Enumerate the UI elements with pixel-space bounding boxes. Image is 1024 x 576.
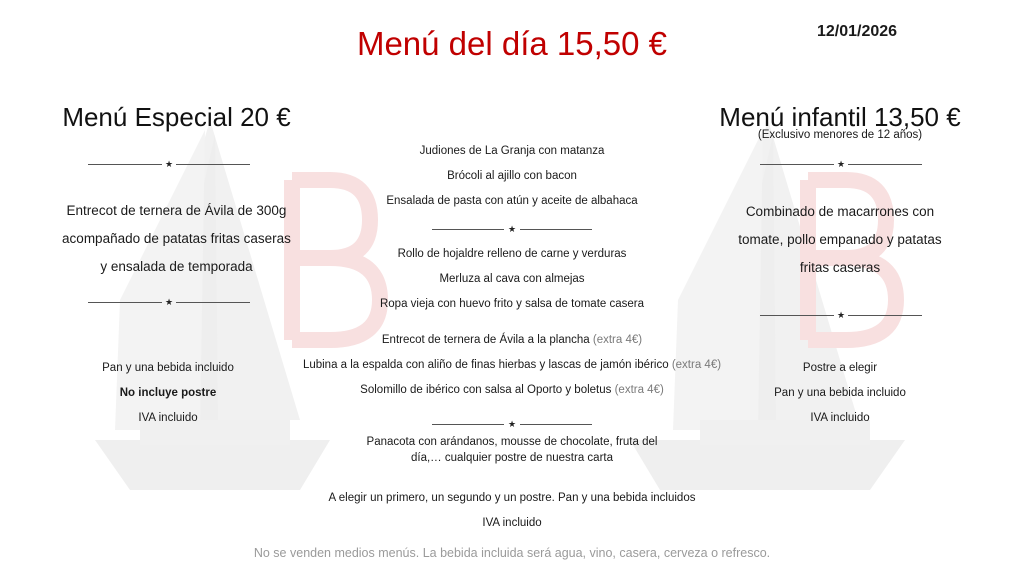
dessert-line: Panacota con arándanos, mousse de chocolate, fruta del xyxy=(366,436,658,448)
special-description-line: y ensalada de temporada xyxy=(100,259,253,274)
menu-conditions: A elegir un primero, un segundo y un postre. Pan y una bebida incluidos xyxy=(328,492,696,504)
premium-item xyxy=(262,332,762,348)
starter-item: Judiones de La Granja con matanza xyxy=(419,145,605,157)
premium-dish: Solomillo de ibérico con salsa al Oporto y boletus xyxy=(360,384,612,396)
kids-menu-subtitle: (Exclusivo menores de 12 años) xyxy=(757,129,923,141)
main-item: Ropa vieja con huevo frito y salsa de tomate casera xyxy=(379,298,644,310)
starter-item: Ensalada de pasta con atún y aceite de albahaca xyxy=(386,195,638,207)
main-item: Rollo de hojaldre relleno de carne y verduras xyxy=(397,248,627,260)
divider-ornament xyxy=(88,160,250,170)
premium-dish: Lubina a la espalda con aliño de finas hierbas y lascas de jamón ibérico xyxy=(302,359,669,371)
divider-ornament xyxy=(760,160,922,170)
premium-extra-price: (extra 4€) xyxy=(671,359,722,371)
special-description-line: Entrecot de ternera de Ávila de 300g xyxy=(66,203,287,218)
special-menu-description xyxy=(34,197,319,281)
premium-item xyxy=(262,382,762,398)
page-title: Menú del día 15,50 € xyxy=(356,25,668,62)
special-includes-bread-drink: Pan y una bebida incluido xyxy=(102,362,234,374)
main-item: Merluza al cava con almejas xyxy=(439,273,585,285)
kids-description-line: fritas caseras xyxy=(799,260,881,275)
kids-menu-title: Menú infantil 13,50 € xyxy=(719,102,961,132)
star-icon: ★ xyxy=(165,297,174,307)
kids-vat: IVA incluido xyxy=(810,412,870,424)
divider-ornament xyxy=(432,225,592,235)
special-no-dessert: No incluye postre xyxy=(119,387,217,399)
star-icon: ★ xyxy=(837,310,846,320)
divider-ornament xyxy=(760,311,922,321)
premium-item xyxy=(262,357,762,373)
kids-includes-bread-drink: Pan y una bebida incluido xyxy=(774,387,906,399)
kids-menu-description xyxy=(700,198,980,282)
star-icon: ★ xyxy=(508,419,517,429)
divider-ornament xyxy=(88,298,250,308)
daily-vat: IVA incluido xyxy=(482,517,542,529)
kids-description-line: tomate, pollo empanado y patatas xyxy=(738,232,942,247)
footer-note: No se venden medios menús. La bebida incluida será agua, vino, casera, cerveza o refresco. xyxy=(253,546,771,560)
premium-extra-price: (extra 4€) xyxy=(592,334,643,346)
special-menu-title: Menú Especial 20 € xyxy=(62,102,291,132)
star-icon: ★ xyxy=(508,224,517,234)
divider-ornament xyxy=(432,420,592,430)
star-icon: ★ xyxy=(837,159,846,169)
dessert-line: día,… cualquier postre de nuestra carta xyxy=(410,452,613,464)
star-icon: ★ xyxy=(165,159,174,169)
menu-date: 12/01/2026 xyxy=(816,23,898,40)
starter-item: Brócoli al ajillo con bacon xyxy=(447,170,577,182)
premium-extra-price: (extra 4€) xyxy=(614,384,664,396)
special-description-line: acompañado de patatas fritas caseras xyxy=(62,231,291,246)
kids-description-line: Combinado de macarrones con xyxy=(745,204,935,219)
premium-dish: Entrecot de ternera de Ávila a la plancha xyxy=(381,334,590,346)
kids-dessert: Postre a elegir xyxy=(802,362,878,374)
special-vat: IVA incluido xyxy=(138,412,198,424)
